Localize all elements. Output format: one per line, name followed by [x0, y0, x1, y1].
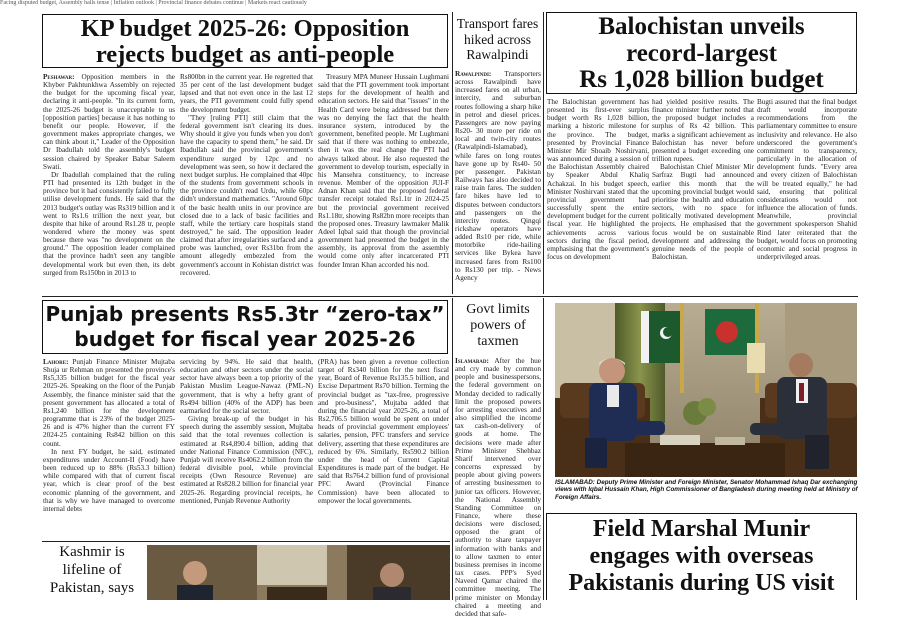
kp-col2-para: "They [ruling PTI] still claim that the federal government isn't clearing its dues. Why should it give you funds when you don't have the capacity to spend them," he said. Dr Ibadullah said the provincial government's expenditure surged by 12pc and no development was seen, so how it declared the next budget surplus. He complained that 40pc of the students from government schools in the province couldn't read Urdu, while 60pc didn't understand mathematics. "Around 60pc of the basic health units in our province are closed due to a lack of basic facilities and staff, while the tertiary care hospitals stand destroyed," he said. The opposition leader claimed that after irregularities surfaced and a probe was launched, over Rs31bn from the amount allegedly embezzled from the government's account in Kohistan district was recovered.: [180, 113, 313, 277]
punjab-col2-para: servicing by 94%. He said that health, education and other sectors under the social sector have always been a top priority of the Pakistan Muslim League-Nawaz (PML-N) government, that is why a hefty grant of Rs494 billion (40% of the ADP) has been earmarked for the social sector.: [180, 358, 313, 415]
punjab-column-3: [318, 358, 449, 538]
punjab-col3-para: (PRA) has been given a revenue collection target of Rs340 billion for the next fiscal year, Board of Revenue Rs135.5 billion, and Excise Department Rs70 billion. Terming the provincial budget as "tax-free, progressive and pro-business", Mujtaba added that during the financial year 2025-26, a total of Rs2,706.5 billion would be spent on under heads of provincial government employees' salaries, pension, PFC transfers and service delivery, asserting that these expenditures are reduced by 6%. Similarly, Rs590.2 billion under the head of Current Capital Expenditures is made part of the budget. He said that Rs764.2 billion fund of provisional PFC Award (Provincial Finance Commission) have been allocated to empower the local governments.: [318, 358, 449, 505]
govt-headline-line3: taxmen: [477, 334, 519, 349]
kashmir-photo-image: [147, 545, 450, 600]
kp-headline: [42, 14, 448, 68]
munir-headline-line1: Field Marshal Munir: [592, 516, 811, 542]
transport-dateline: Rawalpindi:: [455, 69, 492, 78]
transport-headline-line1: Transport fares: [456, 16, 539, 31]
munir-headline-line3: Pakistanis during US visit: [568, 570, 835, 596]
balochistan-headline-line1: Balochistan unveils: [598, 13, 805, 40]
vertical-divider: [452, 298, 453, 600]
balochistan-headline-line2: record-largest: [626, 39, 777, 67]
punjab-headline-line1: Punjab presents Rs5.3tr “zero-tax”: [45, 302, 445, 326]
punjab-col1-para: Lahore: Punjab Finance Minister Mujtaba Shuja ur Rehman on presented the province's Rs5,335 billion budget for the fiscal year 2025-26. Speaking on the floor of the Punjab Assembly, the finance minister said that the present government has allocated a total of Rs1,240 billion for the development programme that is 23% of the budget 2025-26 and is 47% higher than the current FY 2024-25 containing Rs842 billion on this count.: [43, 358, 175, 448]
punjab-col1-para: In next FY budget, he said, estimated expenditures under Account-II (Food) have been reduced up to 88% (Rs53.3 billion) while compared with that of current fiscal year, which is clear proof of the best economic planning of the government, and that is why we have managed to overcome internal debts: [43, 447, 175, 513]
munir-headline-line2: engages with overseas: [589, 543, 814, 569]
kp-headline-line1: KP budget 2025-26: Opposition: [80, 15, 410, 42]
kashmir-headline-line2: lifeline of: [62, 562, 122, 578]
munir-headline: [546, 513, 857, 600]
meeting-photo: [555, 303, 857, 477]
kp-col1-para: Peshawar: Opposition members in the Khyber Pakhtunkhwa Assembly on rejected the budget for the upcoming fiscal year, declaring it anti-people. "In its current form, the 2025-26 budget is unacceptable to us [opposition parties] because it has nothing to benefit our people. However, if the government makes appropriate changes, we can think about it," Leader of the Opposition Dr Ibadullah told the assembly's budget session chaired by Speaker Babar Saleem Swati.: [43, 73, 175, 171]
balochistan-headline-line3: Rs 1,028 billion budget: [579, 66, 824, 93]
photo-caption-lead: ISLAMABAD:: [555, 479, 595, 486]
vertical-divider: [543, 12, 544, 294]
horizontal-divider: [42, 296, 858, 297]
govt-headline-line2: powers of: [470, 318, 526, 333]
meeting-photo-image: [555, 303, 857, 477]
kp-col2-para: Rs800bn in the current year. He regretted that 35 per cent of the last development budget lapsed and that not even once in the last 12 years, the PTI government could fully spend the development budget.: [180, 73, 313, 114]
kp-column-2: [180, 73, 313, 291]
transport-headline-line2: hiked across: [463, 31, 532, 47]
kashmir-headline: [42, 543, 142, 597]
kp-headline-line2: rejects budget as anti-people: [95, 41, 395, 68]
govt-body: Islamabad: After the hue and cry made by common people and businesspersons, the federal government on Monday decided to radically limit the proposed powers for arresting executives and also simplified the income tax cash-on-delivery of goods at home. The decisions were made after Prime Minister Shehbaz Sharif intervened over concerns expressed by people about giving powers of arresting businessmen to junior tax officers. However, the National Assembly Standing Committee on Finance, where these decisions were disclosed, opposed the grant of authority to share taxpayer information with banks and to allow taxmen to enter business premises in income tax cases. PPP's Syed Naveed Qamar chaired the committee meeting. The prime minister on Monday chaired a meeting and decided that safe-: [455, 356, 541, 618]
kashmir-headline-line1: Kashmir is: [59, 544, 125, 560]
punjab-dateline: Lahore:: [43, 358, 69, 366]
kp-dateline: Peshawar:: [43, 73, 75, 81]
kp-column-3: [318, 73, 449, 291]
kp-column-1: [43, 73, 175, 291]
punjab-headline: [42, 300, 448, 354]
horizontal-divider: [42, 541, 450, 542]
kashmir-photo: [147, 545, 450, 600]
transport-body: Rawalpindi: Transporters across Rawalpindi have increased fares on all urban, intercity, and suburban routes following a sharp hike in petrol and diesel prices. Passengers are now paying Rs20- 30 more per ride on local and twin-city routes (Rawalpindi-Islamabad), while fares on long routes have gone up by Rs40- 50 per passenger. Pakistan Railways has also decided to raise train fares. The sudden fare hikes have led to disputes between conductors and passengers on the intercity routes. Qingqi rickshaw operators have added Rs10 per ride, while motorbike ride-hailing services like Bykea have increased fares from Rs100 to Rs130 per trip. - News Agency: [455, 69, 541, 282]
transport-headline: [455, 16, 540, 63]
kashmir-headline-line3: Pakistan, says: [49, 580, 135, 596]
govt-headline: [455, 302, 541, 350]
kp-col3-para: Treasury MPA Muneer Hussain Lughmani said that the PTI government took important steps for the development of health and education sectors. He said that "issues" in the Health Card were being addressed but there was no denying the fact that the health insurance system, introduced by the government, benefited people. Mr Lughmani said that if there was nothing to embezzle, then it was the real change the PTI had always talked about. He also requested the government to develop tourism, especially in his Mansehra constituency, to increase revenue. Member of the opposition JUI-F Adnan Khan said that the proposed federal transfer receipt totaled Rs1.1tr in 2024-25 but the provincial government received Rs1.18tr, showing Rs82bn more receipts than the proposed ones. Treasury lawmaker Malik Adeel Iqbal said that though the provincial government had presented the budget in the assembly, its approval from the assembly would come only after incarcerated PTI founder Imran Khan accorded his nod.: [318, 73, 449, 269]
punjab-column-2: [180, 358, 313, 538]
balochistan-column-1: The Balochistan government has presented its first-ever surplus budget worth Rs 1,028 billion, marking a historic milestone for the province. The budget, presented by Provincial Finance Minister Mir Shoaib Noshirvani, was announced during a session of the Balochistan Assembly chaired by Speaker Abdul Khaliq Achakzai. In his budget speech, Minister Noshirvani stated that the provincial government had successfully spent the entire development budget for the current fiscal year. He highlighted the achievements across various sectors during the fiscal period, emphasising that the government's focus on development: [547, 98, 649, 261]
vertical-divider: [452, 12, 453, 294]
punjab-headline-line2: budget for fiscal year 2025-26: [74, 327, 416, 351]
vertical-divider: [543, 298, 544, 600]
masthead-strip: Facing disputed budget, Assembly halls tense | Inflation outlook | Provincial finance debates continue | Markets react cautiously: [0, 0, 307, 6]
punjab-column-1: [43, 358, 175, 538]
balochistan-headline: [546, 12, 857, 94]
govt-dateline: Islamabad:: [455, 356, 489, 365]
kp-col1-para: Dr Ibadullah complained that the ruling PTI had presented its 12th budget in the province but it had consistently failed to fully utilise development funds. He said that the 2013 budget's outlay was Rs319 billion and it went to Rs1.6 trillion the next year, but despite that hike of around Rs1.28 tr, people wondered where the money was spent because there was "no development on the ground." The opposition leader complained that the province hadn't seen any tangible developmental work but even then, its debt surged from Rs150bn in 2013 to: [43, 170, 175, 277]
balochistan-column-3: Bugti assured that the final budget draft would incorporate recommendations from the parliamentary committee to ensure inclusivity and relevance. He also underscored the government's commitment to transparency, particularly in the allocation of development funds. "Every area and every citizen of Balochistan will be treated equally," he had said, ensuring that political considerations would not influence the allocation of funds. Meanwhile, provincial government spokesperson Shahid Rind later reiterated that the budget, would focus on promoting economic and social progress in underprivileged areas.: [757, 98, 857, 261]
govt-headline-line1: Govt limits: [466, 302, 530, 317]
transport-headline-line3: Rawalpindi: [466, 47, 529, 62]
photo-caption: [555, 479, 858, 503]
balochistan-column-2: had yielded positive results. The finance minister further noted that the proposed budget includes a surplus of Rs 42 billion. This marks a significant achievement as Balochistan has never before presented a budget exceeding one trillion rupees. Balochistan Chief Minister Mir Sarfraz Bugti had announced earlier this month that the upcoming provincial budget would prioritise the health and education sectors, with no space for politically motivated development projects. He emphasised that the focus would be on sustainable development and addressing the genuine needs of the people of Balochistan.: [652, 98, 754, 261]
photo-caption-text: Deputy Prime Minister and Foreign Minister, Senator Mohammad Ishaq Dar exchanging views with Iqbal Hussain Khan, High Commissioner of Bangladesh during meeting held at Ministry of Foreign Affairs.: [555, 479, 858, 501]
punjab-col2-para: Giving break-up of the budget in his speech during the assembly session, Mujtaba said that the total revenues collection is estimated at Rs4,890.4 billion, adding that under National Finance Commission (NFC), Punjab will receive Rs4062.2 billion from the federal divisible pool, while provincial receipts (Own Resource Revenue) are estimated at Rs828.2 billion for financial year 2025-26. Regarding provincial receipts, he mentioned, Punjab Revenue Authority: [180, 415, 313, 505]
